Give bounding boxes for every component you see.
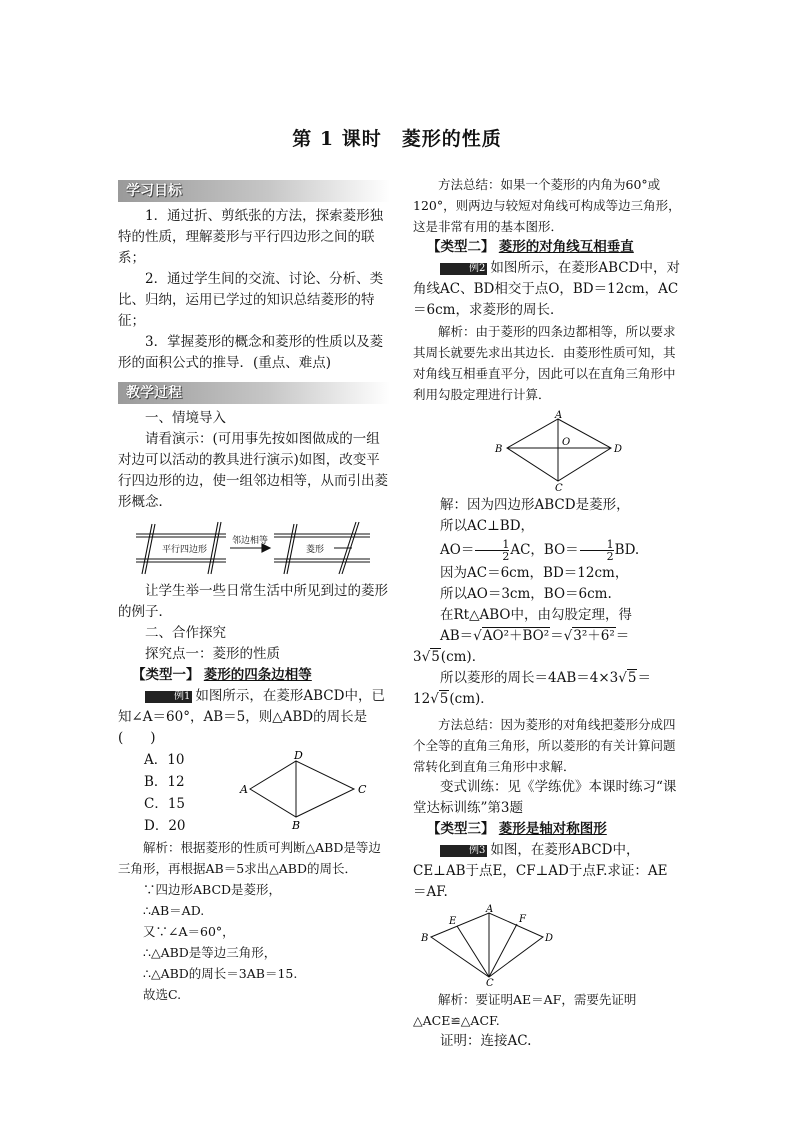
solution-step: ∵四边形ABCD是菱形， <box>143 882 282 897</box>
example-1-block <box>118 749 390 837</box>
intro-heading: 一、情境导入 <box>145 410 226 426</box>
fraction-denominator: 2 <box>606 550 614 563</box>
fraction-numerator: 1 <box>475 539 509 551</box>
example-2-question <box>413 258 681 321</box>
fraction-numerator: 1 <box>580 539 614 551</box>
solution-step: 解：因为四边形ABCD是菱形， <box>440 497 630 513</box>
equation-part: ＝12 <box>413 670 651 707</box>
example-1-line3: ( ) <box>118 730 156 746</box>
radicand: 3²＋6² <box>573 628 615 644</box>
goal-item: 2．通过学生间的交流、讨论、分析、类比、归纳，运用已学过的知识总结菱形的特征； <box>118 271 384 329</box>
example-1-line2: 知∠A＝60°，AB＝5，则△ABD的周长是 <box>118 709 368 725</box>
goal-item: 3．掌握菱形的概念和菱形的性质以及菱形的面积公式的推导．(重点、难点) <box>118 334 384 371</box>
fraction-denominator: 2 <box>502 550 510 563</box>
type-heading-1 <box>118 665 390 686</box>
rhombus-figure-2 <box>483 411 633 493</box>
equation-part: AB＝ <box>440 628 474 644</box>
explore-heading: 二、合作探究 <box>145 625 226 641</box>
section-title: 学习目标 <box>126 183 182 199</box>
vertex-label: B <box>292 819 301 832</box>
example-badge: 例2 <box>440 263 487 275</box>
fraction-half <box>475 539 509 562</box>
solution-step: 故选C. <box>143 987 182 1002</box>
equation-part: 所以菱形的周长＝4AB＝4×3 <box>440 670 619 686</box>
radicand: 5 <box>439 691 449 707</box>
example-badge: 例1 <box>145 691 192 703</box>
solution-step: 所以AO＝3cm，BO＝6cm. <box>440 586 612 602</box>
example-badge: 例3 <box>440 845 487 857</box>
vertex-label: O <box>562 437 571 448</box>
solution-step: 又∵∠A＝60°， <box>143 924 235 939</box>
section-banner-process <box>118 382 390 404</box>
example-2-analysis: 解析：由于菱形的四条边都相等，所以要求其周长就要先求出其边长．由菱形性质可知，其对角线互相垂直平分，因此可以在直角三角形中利用勾股定理进行计算． <box>413 324 676 402</box>
type-name: 菱形的四条边相等 <box>203 667 312 683</box>
equation-part: AC，BO＝ <box>510 542 579 558</box>
example-3-question <box>413 840 681 903</box>
option-d[interactable]: D．20 <box>144 818 186 834</box>
rhombus-figure-1 <box>236 749 376 831</box>
option-c[interactable]: C．15 <box>144 796 186 812</box>
equation-part: AO＝ <box>440 542 475 558</box>
example-text: 如图所示，在菱形ABCD中，已 <box>195 688 385 704</box>
page-title: 第 1 课时 菱形的性质 <box>292 128 502 150</box>
solution-step: ∴AB＝AD. <box>143 903 205 918</box>
method-summary-1: 方法总结：如果一个菱形的内角为60°或120°，则两边与较短对角线可构成等边三角形，这是非常有用的基本图形． <box>413 177 681 234</box>
solution-step: 在Rt△ABO中，由勾股定理，得 <box>440 607 632 623</box>
radicand: 5 <box>431 649 440 665</box>
example-text: 如图，在菱形ABCD中，CE⊥AB于点E，CF⊥AD于点F.求证：AE＝AF. <box>413 842 668 900</box>
solution-step: ∴△ABD的周长＝3AB＝15. <box>143 966 298 981</box>
vertex-label: D <box>294 749 303 762</box>
vertex-label: B <box>495 444 503 455</box>
explore-point: 探究点一：菱形的性质 <box>145 646 280 662</box>
solution-step: 因为AC＝6cm，BD＝12cm， <box>440 565 629 581</box>
perimeter-line: 所以菱形的周长＝4AB＝4×3√5＝12√5(cm)． <box>413 670 651 707</box>
right-column <box>413 174 681 1052</box>
type-name: 菱形是轴对称图形 <box>498 821 607 837</box>
intro-after: 让学生举一些日常生活中所见到过的菱形的例子． <box>118 583 388 620</box>
equation-part: BD. <box>614 542 640 558</box>
example-1-line1 <box>118 686 390 707</box>
solution-fraction-line <box>413 537 681 563</box>
fig-label: 平行四边形 <box>162 545 208 555</box>
radicand: 5 <box>627 670 637 686</box>
example-3-analysis: 解析：要证明AE＝AF，需要先证明△ACE≌△ACF. <box>413 992 637 1028</box>
equation-part: ＝3 <box>413 628 630 665</box>
equation-part: ＝ <box>550 628 564 644</box>
equation-part: (cm)． <box>440 649 486 665</box>
vertex-label: D <box>614 444 623 455</box>
vertex-label: A <box>555 410 563 421</box>
vertex-label: D <box>545 933 554 944</box>
vertex-label: A <box>486 904 494 915</box>
rhombus-figure-3 <box>419 904 554 989</box>
vertex-label: C <box>358 783 367 796</box>
equation-part: (cm)． <box>449 691 494 707</box>
fraction-half <box>580 539 614 562</box>
type-heading-3 <box>413 819 681 840</box>
radicand: AO²＋BO² <box>482 628 550 644</box>
type-name: 菱形的对角线互相垂直 <box>498 239 634 255</box>
practice-reference: 变式训练：见《学练优》本课时练习“课堂达标训练”第3题 <box>413 779 677 816</box>
fig-label: 菱形 <box>306 545 325 555</box>
method-summary-2: 方法总结：因为菱形的对角线把菱形分成四个全等的直角三角形，所以菱形的有关计算问题常转化到直角三角形中求解． <box>413 717 676 774</box>
solution-step: ∴△ABD是等边三角形， <box>143 945 277 960</box>
section-banner-goals <box>118 180 390 202</box>
section-title: 教学过程 <box>126 385 182 401</box>
solution-step: 所以AC⊥BD， <box>440 518 535 534</box>
vertex-label: C <box>555 483 563 494</box>
vertex-label: A <box>240 783 248 796</box>
option-a[interactable]: A．10 <box>144 752 185 768</box>
example-3-proof: 证明：连接AC. <box>440 1033 532 1049</box>
vertex-label: E <box>449 916 457 927</box>
type-tag: 【类型二】 <box>427 239 495 255</box>
pythagoras-line: AB＝√AO²＋BO²＝√3²＋6²＝3√5(cm)． <box>413 628 630 665</box>
option-b[interactable]: B．12 <box>144 774 185 790</box>
type-heading-2 <box>413 237 681 258</box>
type-tag: 【类型一】 <box>132 667 200 683</box>
vertex-label: C <box>486 978 494 989</box>
example-text: 如图所示，在菱形ABCD中，对角线AC、BD相交于点O，BD＝12cm，AC＝6cm，求菱形的周长． <box>413 260 680 318</box>
goal-item: 1．通过折、剪纸张的方法，探索菱形独特的性质，理解菱形与平行四边形之间的联系； <box>118 208 384 266</box>
vertex-label: B <box>421 933 429 944</box>
intro-text: 请看演示：(可用事先按如图做成的一组对边可以活动的教具进行演示)如图，改变平行四边形的边，使一组邻边相等，从而引出菱形概念． <box>118 431 388 510</box>
fig-label: 邻边相等 <box>232 536 269 546</box>
example-1-analysis: 解析：根据菱形的性质可判断△ABD是等边三角形，再根据AB＝5求出△ABD的周长． <box>118 840 381 876</box>
vertex-label: F <box>519 914 526 925</box>
type-tag: 【类型三】 <box>427 821 495 837</box>
parallelogram-to-rhombus-figure <box>134 519 374 577</box>
left-column <box>118 180 390 1005</box>
